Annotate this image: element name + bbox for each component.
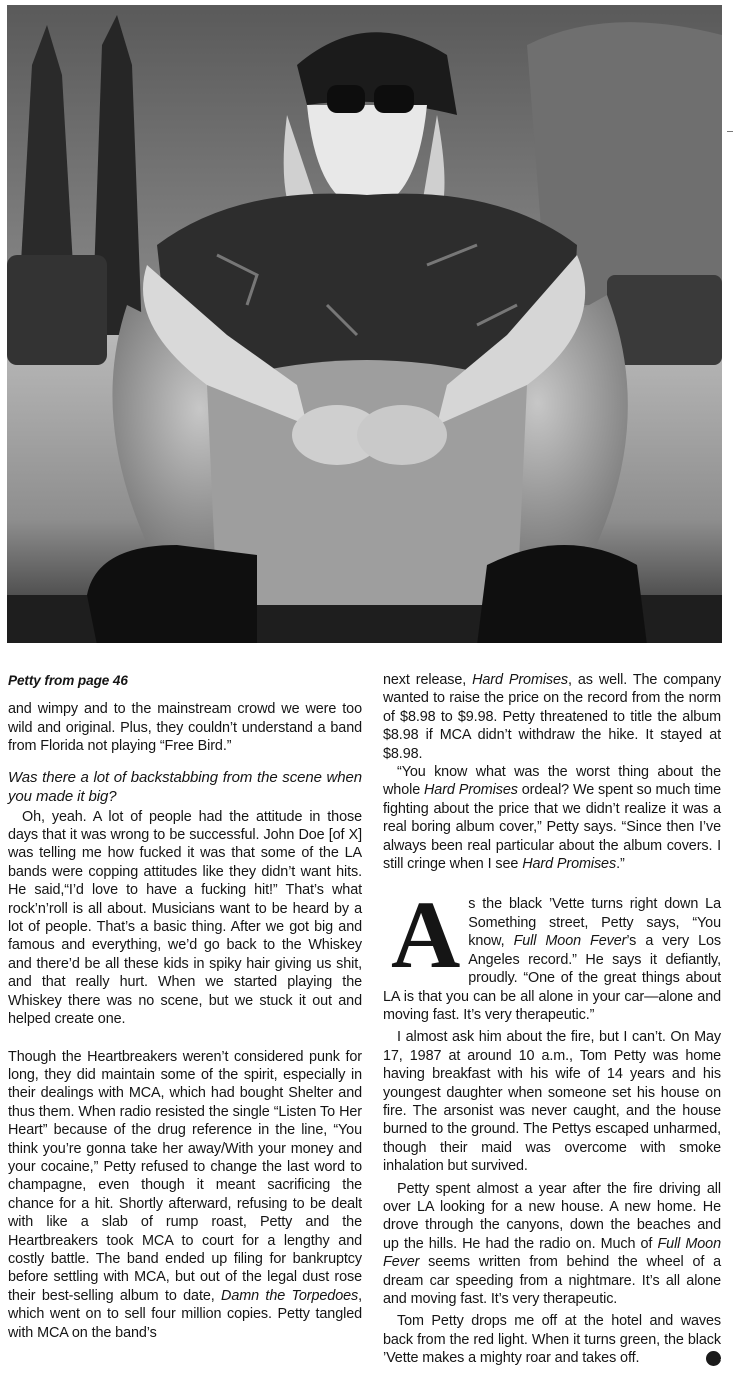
end-of-article-icon: S <box>706 1351 721 1366</box>
article-column-right <box>383 671 727 1368</box>
text-run: Tom Petty drops me off at the hotel and waves back from the red light. When it turns green, the black ’Vette makes a mighty roar and takes off. <box>383 1313 721 1367</box>
text-run: , which went on to sell four million copies. Petty tangled with MCA on the band’s <box>8 1287 362 1341</box>
text-run: s the black ’Vette turns right down La Something street, Petty says, “You know, <box>468 896 721 950</box>
paragraph <box>383 1312 727 1367</box>
paragraph <box>383 671 721 763</box>
portrait-photo <box>7 5 722 643</box>
album-title: Hard Promises <box>424 782 518 799</box>
drop-cap: A <box>391 881 461 989</box>
section-gap <box>8 1029 362 1048</box>
paragraph <box>8 1048 362 1343</box>
text-run: “You know what was the worst thing about the whole <box>383 764 721 799</box>
paragraph: Oh, yeah. A lot of people had the attitude in those days that it was wrong to be successful. John Doe [of X] was telling me how fucked it was that some of the LA bands were copping attitudes like they didn’t want hits. He said,“I’d love to have a fucking hit!” That’s what rock’n’roll is all about. Musicians want to be heard by a lot of people. That’s a basic thing. After we got big and famous and everything, we’d go back to the Whiskey and there’d be all these kids in spiky hair giving us shit, and that really hurt. When we started playing the Whiskey there was no scene, but we stuck it out and helped create one. <box>8 808 362 1028</box>
album-title: Full Moon Fever <box>383 1235 721 1271</box>
paragraph: and wimpy and to the mainstream crowd we were too wild and original. Plus, they couldn’t understand a band from Florida not playing “Free Bird.” <box>8 701 362 755</box>
photo-illustration <box>7 5 722 643</box>
jump-head: Petty from page 46 <box>8 673 128 688</box>
text-run: Petty spent almost a year after the fire driving all over LA looking for a new house. A new home. He drove through the canyons, down the beaches and up the hills. He had the radio on. Much of <box>383 1180 721 1252</box>
dropcap-paragraph <box>383 881 721 1024</box>
paragraph <box>383 763 721 873</box>
text-run: ordeal? We spent so much time fighting about the price that we didn’t realize it was a real boring album cover,” Petty says. “Since then I’ve always been real particular about the album covers. I still cringe when I see <box>383 782 721 873</box>
text-run: next release, <box>383 672 473 688</box>
album-title: Full Moon Fever <box>513 933 627 950</box>
text-run: ’s a very Los Angeles record.” He says it defiantly, proudly. “One of the great things about LA is that you can be all alone in your car—alone and moving fast. It’s very therapeutic.” <box>383 933 721 1023</box>
text-run: , as well. The company wanted to raise the price on the record from the norm of $8.98 to $9.98. Petty threatened to title the album $8.98 if MCA didn’t withdraw the hike. It stayed at $8.98. <box>383 672 721 762</box>
text-run: seems written from behind the wheel of a dream car speeding from a nightmare. It’s all alone and moving fast. It’s very therapeutic. <box>383 1254 721 1307</box>
album-title: Hard Promises <box>472 672 569 688</box>
article-column-left <box>8 672 362 1342</box>
interview-question: Was there a lot of backstabbing from the scene when you made it big? <box>8 768 362 805</box>
album-title: Hard Promises <box>522 856 617 873</box>
text-run: .” <box>616 856 625 873</box>
paragraph: I almost ask him about the fire, but I can’t. On May 17, 1987 at around 10 a.m., Tom Petty was home having breakfast with his wife of 14 years and his youngest daughter when someone set his house on fire. The arsonist was never caught, and the house burned to the ground. The Pettys escaped unharmed, though their maid was overcome with smoke inhalation but survived. <box>383 1029 721 1175</box>
album-title: Damn the Torpedoes <box>221 1287 359 1304</box>
text-run: Though the Heartbreakers weren’t considered punk for long, they did maintain some of the spirit, especially in their dealings with MCA, which had bought Shelter and thus them. When radio resisted the single “Listen To Her Heart” because of the drug reference in the line, “You think you’re gonna take her away/With your money and your cocaine,” Petty refused to change the last word to champagne, even though it meant sacrificing the chance for a hit. Shortly afterward, refusing to be dealt with like a slab of rump roast, Petty and the Heartbreakers took MCA to court for a lengthy and costly battle. The band ended up filing for bankruptcy before settling with MCA, but out of the legal dust rose their best-selling album to date, <box>8 1048 362 1304</box>
page-edge-mark <box>727 131 733 132</box>
paragraph <box>383 1180 721 1309</box>
